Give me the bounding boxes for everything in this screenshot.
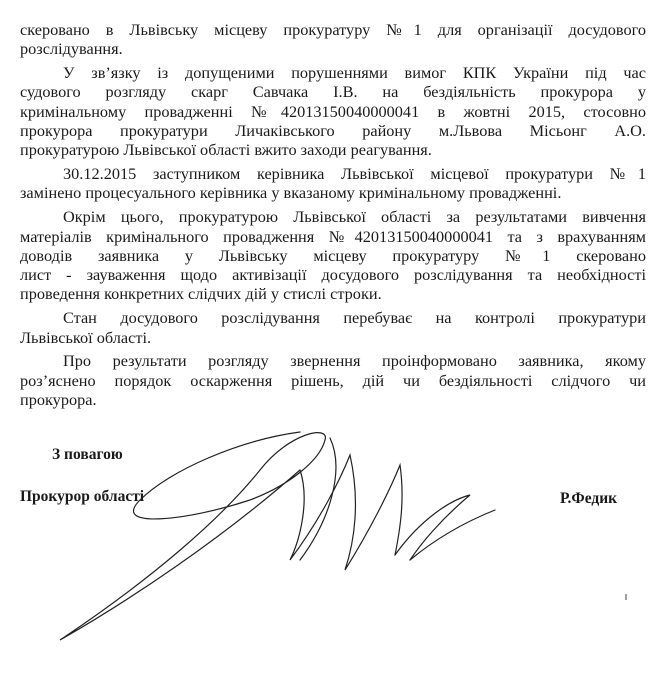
text-line: доводів заявника у Львівську місцеву прокуратуру №1 скеровано xyxy=(20,245,646,265)
text-line: скеровано в Львівську місцеву прокуратуру №1 для організації досудового xyxy=(20,20,646,39)
text-line: Львівської області. xyxy=(20,327,152,347)
text-line: У зв’язку із допущеними порушеннями вимог КПК України під час xyxy=(63,63,646,83)
text-line: кримінальному провадженні №42013150040000041 в жовтні 2015, стосовно xyxy=(20,101,646,121)
text-line: прокуратурою Львівської області вжито заходи реагування. xyxy=(20,140,432,160)
closing: З повагою xyxy=(52,446,123,463)
text-line: проведення конкретних слідчих дій у стислі строки. xyxy=(20,284,382,304)
text-line: матеріалів кримінального провадження №42013150040000041 та з врахуванням xyxy=(20,226,646,246)
text-line: роз’яснено порядок оскарження рішень, дій чи бездіяльності слідчого чи xyxy=(20,370,646,390)
text-line: Окрім цього, прокуратурою Львівської області за результатами вивчення xyxy=(63,207,646,227)
text-line: прокурора прокуратури Личаківського району м.Львова Місьонг А.О. xyxy=(20,121,646,140)
text-line: 30.12.2015 заступником керівника Львівської місцевої прокуратури №1 xyxy=(63,164,646,184)
text-line: Стан досудового розслідування перебуває на контролі прокуратури xyxy=(63,308,646,328)
signer-name: Р.Федик xyxy=(560,490,618,507)
signer-title: Прокурор області xyxy=(20,488,145,505)
text-line: лист - зауваження щодо активізації досудового розслідування та необхідності xyxy=(20,265,646,285)
text-line: прокурора. xyxy=(20,389,97,409)
text-line: Про результати розгляду звернення проінформовано заявника, якому xyxy=(63,351,646,371)
text-line: замінено процесуального керівника у вказаному кримінальному провадженні. xyxy=(20,183,562,203)
text-line: розслідування. xyxy=(20,39,123,59)
text-line: судового розгляду скарг Савчака І.В. на бездіяльність прокурора у xyxy=(20,82,646,102)
